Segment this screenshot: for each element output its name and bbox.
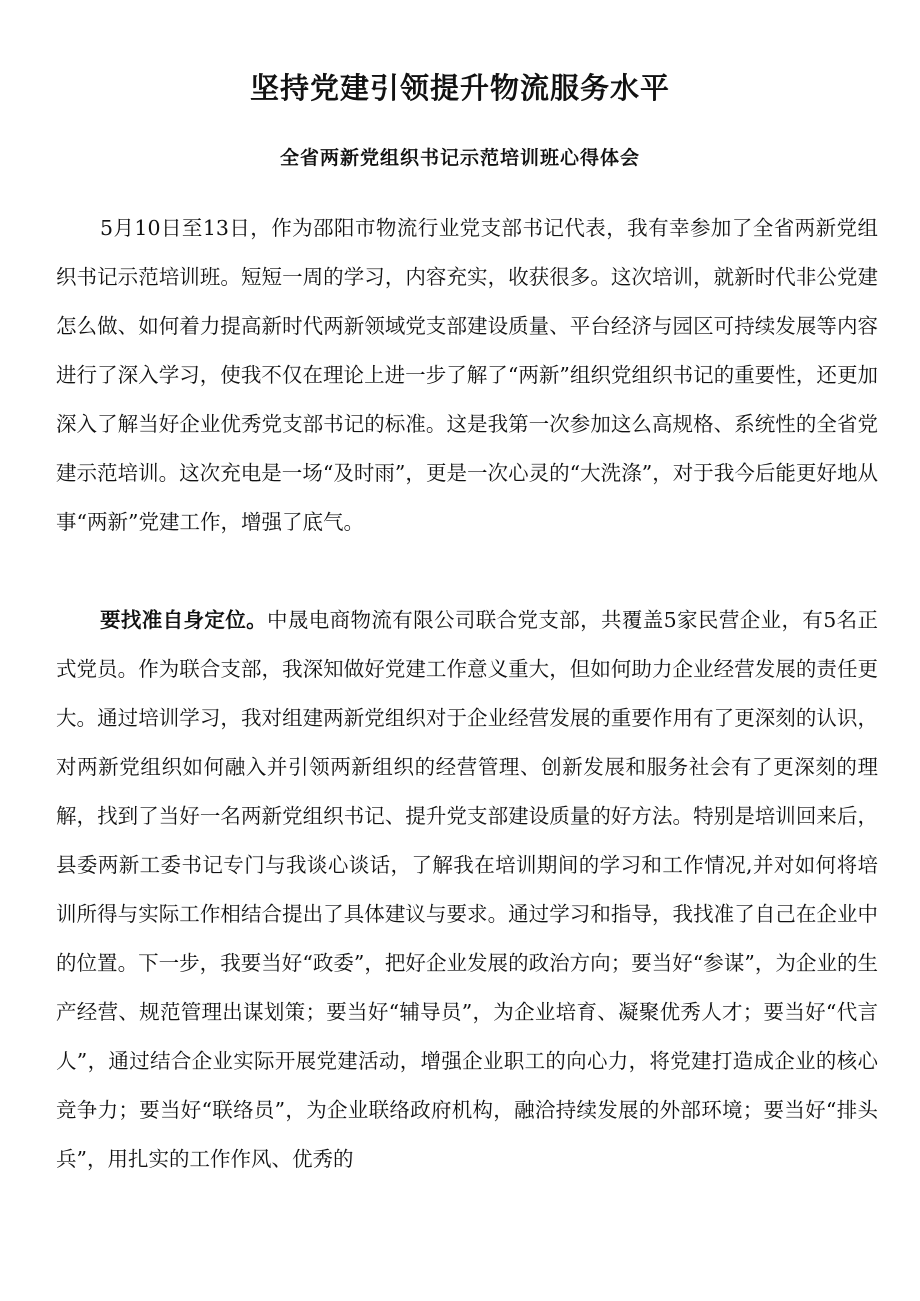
paragraph-2-lead: 要找准自身定位。 [100, 608, 268, 632]
document-title: 坚持党建引领提升物流服务水平 [249, 71, 670, 105]
paragraph-2-text: 中晟电商物流有限公司联合党支部，共覆盖5家民营企业，有5名正式党员。作为联合支部，我深知做好党建工作意义重大，但如何助力企业经营发展的责任更大。通过培训学习，我对组建两新党组织对于企业经营发展的重要作用有了更深刻的认识，对两新党组织如何融入并引领两新组织的经营管理、创新发展和服务社会有了更深刻的理解，找到了当好一名两新党组织书记、提升党支部建设质量的好方法。特别是培训回来后，县委两新工委书记专门与我谈心谈话，了解我在培训期间的学习和工作情况,并对如何将培训所得与实际工作相结合提出了具体建议与要求。通过学习和指导，我找准了自己在企业中的位置。下一步，我要当好“政委”，把好企业发展的政治方向；要当好“参谋”，为企业的生产经营、规范管理出谋划策；要当好“辅导员”，为企业培育、凝聚优秀人才；要当好“代言人”，通过结合企业实际开展党建活动，增强企业职工的向心力，将党建打造成企业的核心竞争力；要当好“联络员”，为企业联络政府机构，融洽持续发展的外部环境；要当好“排头兵”，用扎实的工作作风、优秀的 [56, 608, 878, 1171]
document-subtitle: 全省两新党组织书记示范培训班心得体会 [279, 147, 640, 169]
paragraph-1 [56, 204, 878, 547]
paragraph-1-text: 5月10日至13日，作为邵阳市物流行业党支部书记代表，我有幸参加了全省两新党组织书记示范培训班。短短一周的学习，内容充实，收获很多。这次培训，就新时代非公党建怎么做、如何着力提高新时代两新领域党支部建设质量、平台经济与园区可持续发展等内容进行了深入学习，使我不仅在理论上进一步了解了“两新”组织党组织书记的重要性，还更加深入了解当好企业优秀党支部书记的标准。这是我第一次参加这么高规格、系统性的全省党建示范培训。这次充电是一场“及时雨”，更是一次心灵的“大洗涤”，对于我今后能更好地从事“两新”党建工作，增强了底气。 [56, 216, 878, 534]
paragraph-2 [56, 596, 878, 1184]
